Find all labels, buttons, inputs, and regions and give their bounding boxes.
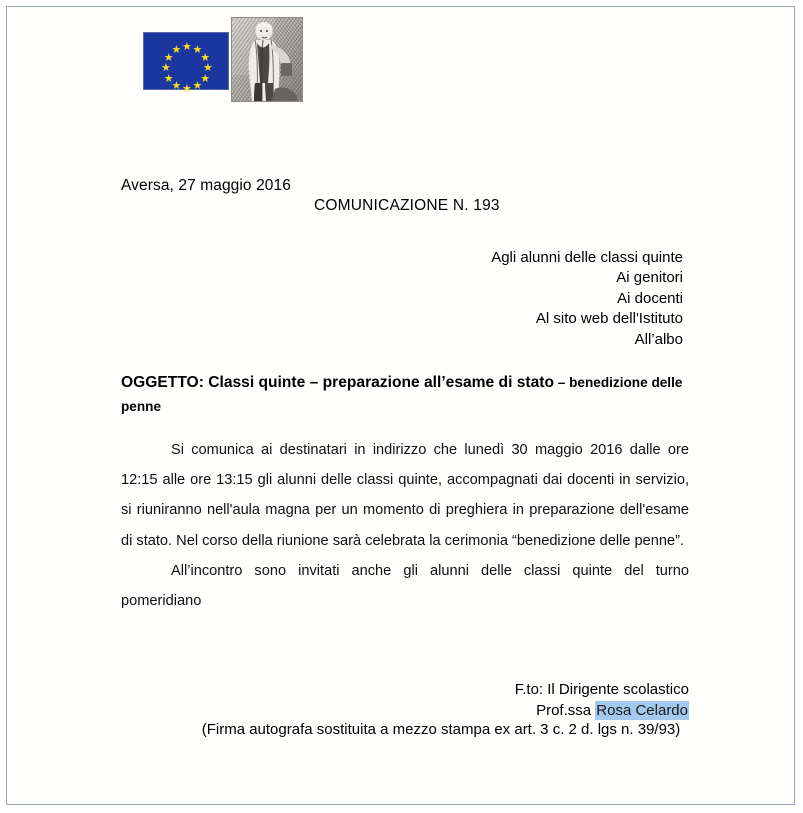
- engraving-illustration-icon: [231, 17, 303, 102]
- body-paragraph: Si comunica ai destinatari in indirizzo che lunedì 30 maggio 2016 dalle ore 12:15 alle ore 13:15 gli alunni delle classi quinte, accompagnati dai docenti in servizio, si riuniranno nell'aula magna per un momento di preghiera in preparazione dell'esame di stato. Nel corso della riunione sarà celebrata la cerimonia “benedizione delle penne”.: [121, 442, 689, 549]
- subject-separator: :: [198, 374, 209, 391]
- signature-title-prefix: Prof.ssa: [536, 701, 596, 719]
- signature-legal-note: (Firma autografa sostituita a mezzo stampa ex art. 3 c. 2 d. lgs n. 39/93): [201, 721, 681, 738]
- signature-name-line: [193, 701, 689, 722]
- recipient-item: Agli alunni delle classi quinte: [491, 249, 683, 266]
- recipient-item: Ai docenti: [617, 289, 683, 307]
- recipients-list: [301, 248, 683, 350]
- european-union-flag-icon: [143, 32, 229, 90]
- subject-main: Classi quinte – preparazione all’esame di stato: [208, 374, 554, 391]
- recipient-item: Al sito web dell'Istituto: [535, 310, 683, 328]
- recipient-item: All’albo: [634, 330, 683, 348]
- communication-number: COMUNICAZIONE N. 193: [314, 197, 500, 214]
- subject-tail: – benedizione delle penne: [121, 375, 683, 414]
- document-page-frame: [6, 6, 795, 805]
- subject-label: OGGETTO: [121, 374, 199, 391]
- signature-block: [193, 680, 689, 721]
- recipient-item: Ai genitori: [616, 269, 683, 287]
- signature-role: F.to: Il Dirigente scolastico: [514, 681, 689, 698]
- selected-text-highlight[interactable]: Rosa Celardo: [596, 701, 688, 719]
- body-paragraph: All’incontro sono invitati anche gli alunni delle classi quinte del turno pomeridiano: [121, 563, 689, 610]
- subject-line: [121, 371, 691, 419]
- eu-flag-stars: [144, 33, 228, 89]
- place-and-date: Aversa, 27 maggio 2016: [121, 177, 291, 194]
- document-page-sheet: [7, 7, 794, 804]
